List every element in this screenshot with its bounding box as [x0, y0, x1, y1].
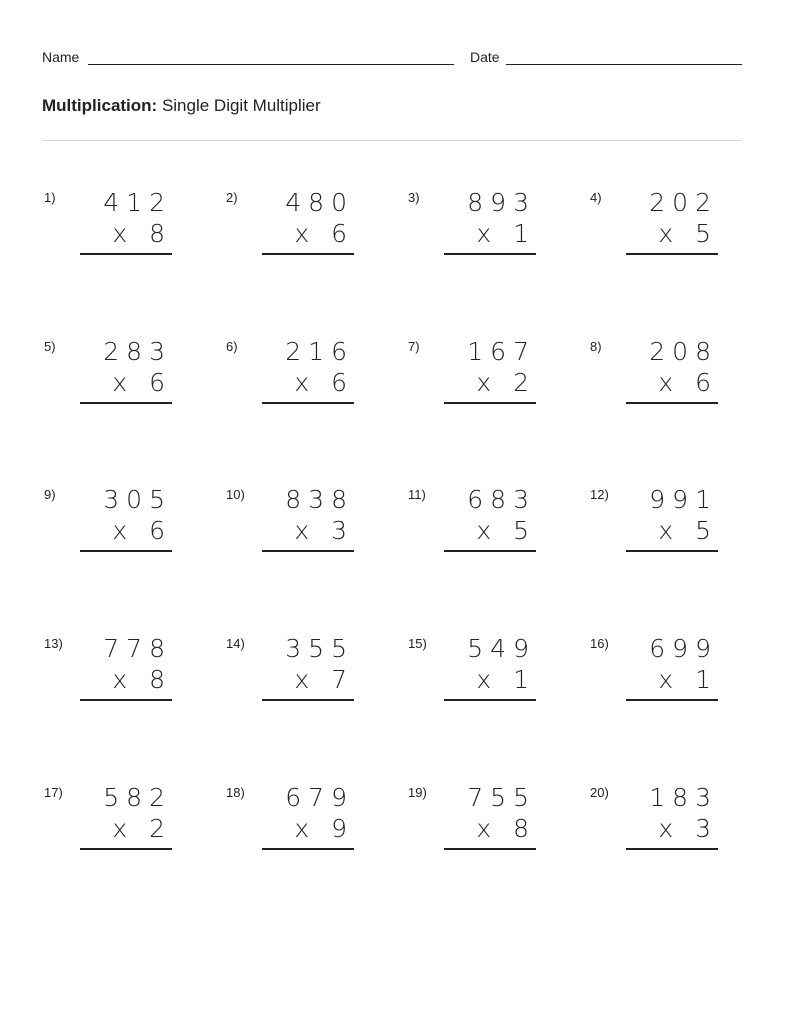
answer-line[interactable] [444, 550, 536, 552]
answer-line[interactable] [626, 253, 718, 255]
title-bold: Multiplication: [42, 96, 158, 115]
answer-line[interactable] [444, 253, 536, 255]
answer-line[interactable] [262, 550, 354, 552]
multiplicand: 838 [285, 485, 354, 514]
problem-5 [44, 337, 172, 417]
multiplier: x 5 [476, 516, 536, 545]
multiplier: x 1 [476, 665, 536, 694]
answer-line[interactable] [80, 699, 172, 701]
answer-line[interactable] [626, 550, 718, 552]
multiplier: x 1 [658, 665, 718, 694]
problem-6 [226, 337, 354, 417]
problem-number: 13) [44, 636, 63, 651]
multiplier: x 8 [476, 814, 536, 843]
answer-line[interactable] [262, 848, 354, 850]
multiplier: x 8 [112, 665, 172, 694]
multiplicand: 549 [467, 634, 536, 663]
multiplicand: 355 [285, 634, 354, 663]
problem-number: 2) [226, 190, 238, 205]
problem-1 [44, 188, 172, 268]
multiplier: x 6 [112, 368, 172, 397]
problem-number: 11) [408, 487, 426, 502]
answer-line[interactable] [262, 699, 354, 701]
problem-13 [44, 634, 172, 714]
problem-number: 17) [44, 785, 63, 800]
problem-20 [590, 783, 718, 863]
multiplicand: 991 [649, 485, 718, 514]
multiplicand: 167 [467, 337, 536, 366]
problem-8 [590, 337, 718, 417]
multiplicand: 755 [467, 783, 536, 812]
multiplicand: 683 [467, 485, 536, 514]
multiplier: x 6 [294, 368, 354, 397]
multiplier: x 3 [294, 516, 354, 545]
problem-number: 18) [226, 785, 245, 800]
problem-2 [226, 188, 354, 268]
multiplicand: 283 [103, 337, 172, 366]
problem-12 [590, 485, 718, 565]
multiplicand: 679 [285, 783, 354, 812]
problem-number: 10) [226, 487, 245, 502]
multiplicand: 216 [285, 337, 354, 366]
answer-line[interactable] [262, 402, 354, 404]
multiplicand: 412 [103, 188, 172, 217]
problem-17 [44, 783, 172, 863]
date-label: Date [470, 49, 500, 65]
multiplier: x 2 [476, 368, 536, 397]
multiplier: x 5 [658, 219, 718, 248]
problem-number: 8) [590, 339, 602, 354]
problem-number: 1) [44, 190, 56, 205]
problem-10 [226, 485, 354, 565]
answer-line[interactable] [262, 253, 354, 255]
problem-number: 9) [44, 487, 56, 502]
multiplicand: 305 [103, 485, 172, 514]
answer-line[interactable] [444, 699, 536, 701]
problem-3 [408, 188, 536, 268]
problem-16 [590, 634, 718, 714]
multiplicand: 778 [103, 634, 172, 663]
multiplier: x 2 [112, 814, 172, 843]
problem-number: 5) [44, 339, 56, 354]
answer-line[interactable] [80, 402, 172, 404]
answer-line[interactable] [626, 848, 718, 850]
answer-line[interactable] [80, 253, 172, 255]
multiplier: x 6 [112, 516, 172, 545]
problem-number: 12) [590, 487, 609, 502]
answer-line[interactable] [80, 550, 172, 552]
problem-7 [408, 337, 536, 417]
multiplicand: 699 [649, 634, 718, 663]
problem-number: 3) [408, 190, 420, 205]
multiplier: x 3 [658, 814, 718, 843]
answer-line[interactable] [444, 402, 536, 404]
problem-11 [408, 485, 536, 565]
problem-number: 19) [408, 785, 427, 800]
problem-15 [408, 634, 536, 714]
multiplicand: 208 [649, 337, 718, 366]
problem-number: 4) [590, 190, 602, 205]
multiplier: x 5 [658, 516, 718, 545]
multiplier: x 8 [112, 219, 172, 248]
problem-9 [44, 485, 172, 565]
multiplier: x 9 [294, 814, 354, 843]
multiplicand: 582 [103, 783, 172, 812]
answer-line[interactable] [80, 848, 172, 850]
multiplicand: 183 [649, 783, 718, 812]
multiplier: x 6 [658, 368, 718, 397]
answer-line[interactable] [626, 699, 718, 701]
title-subtitle: Single Digit Multiplier [157, 96, 321, 115]
problem-19 [408, 783, 536, 863]
answer-line[interactable] [444, 848, 536, 850]
name-label: Name [42, 49, 80, 65]
problem-number: 15) [408, 636, 427, 651]
problem-14 [226, 634, 354, 714]
multiplier: x 6 [294, 219, 354, 248]
problem-number: 7) [408, 339, 420, 354]
multiplicand: 893 [467, 188, 536, 217]
problem-18 [226, 783, 354, 863]
problem-number: 6) [226, 339, 238, 354]
answer-line[interactable] [626, 402, 718, 404]
multiplicand: 480 [285, 188, 354, 217]
multiplicand: 202 [649, 188, 718, 217]
problem-number: 20) [590, 785, 609, 800]
problem-number: 14) [226, 636, 245, 651]
problem-4 [590, 188, 718, 268]
problem-number: 16) [590, 636, 609, 651]
multiplier: x 1 [476, 219, 536, 248]
multiplier: x 7 [294, 665, 354, 694]
